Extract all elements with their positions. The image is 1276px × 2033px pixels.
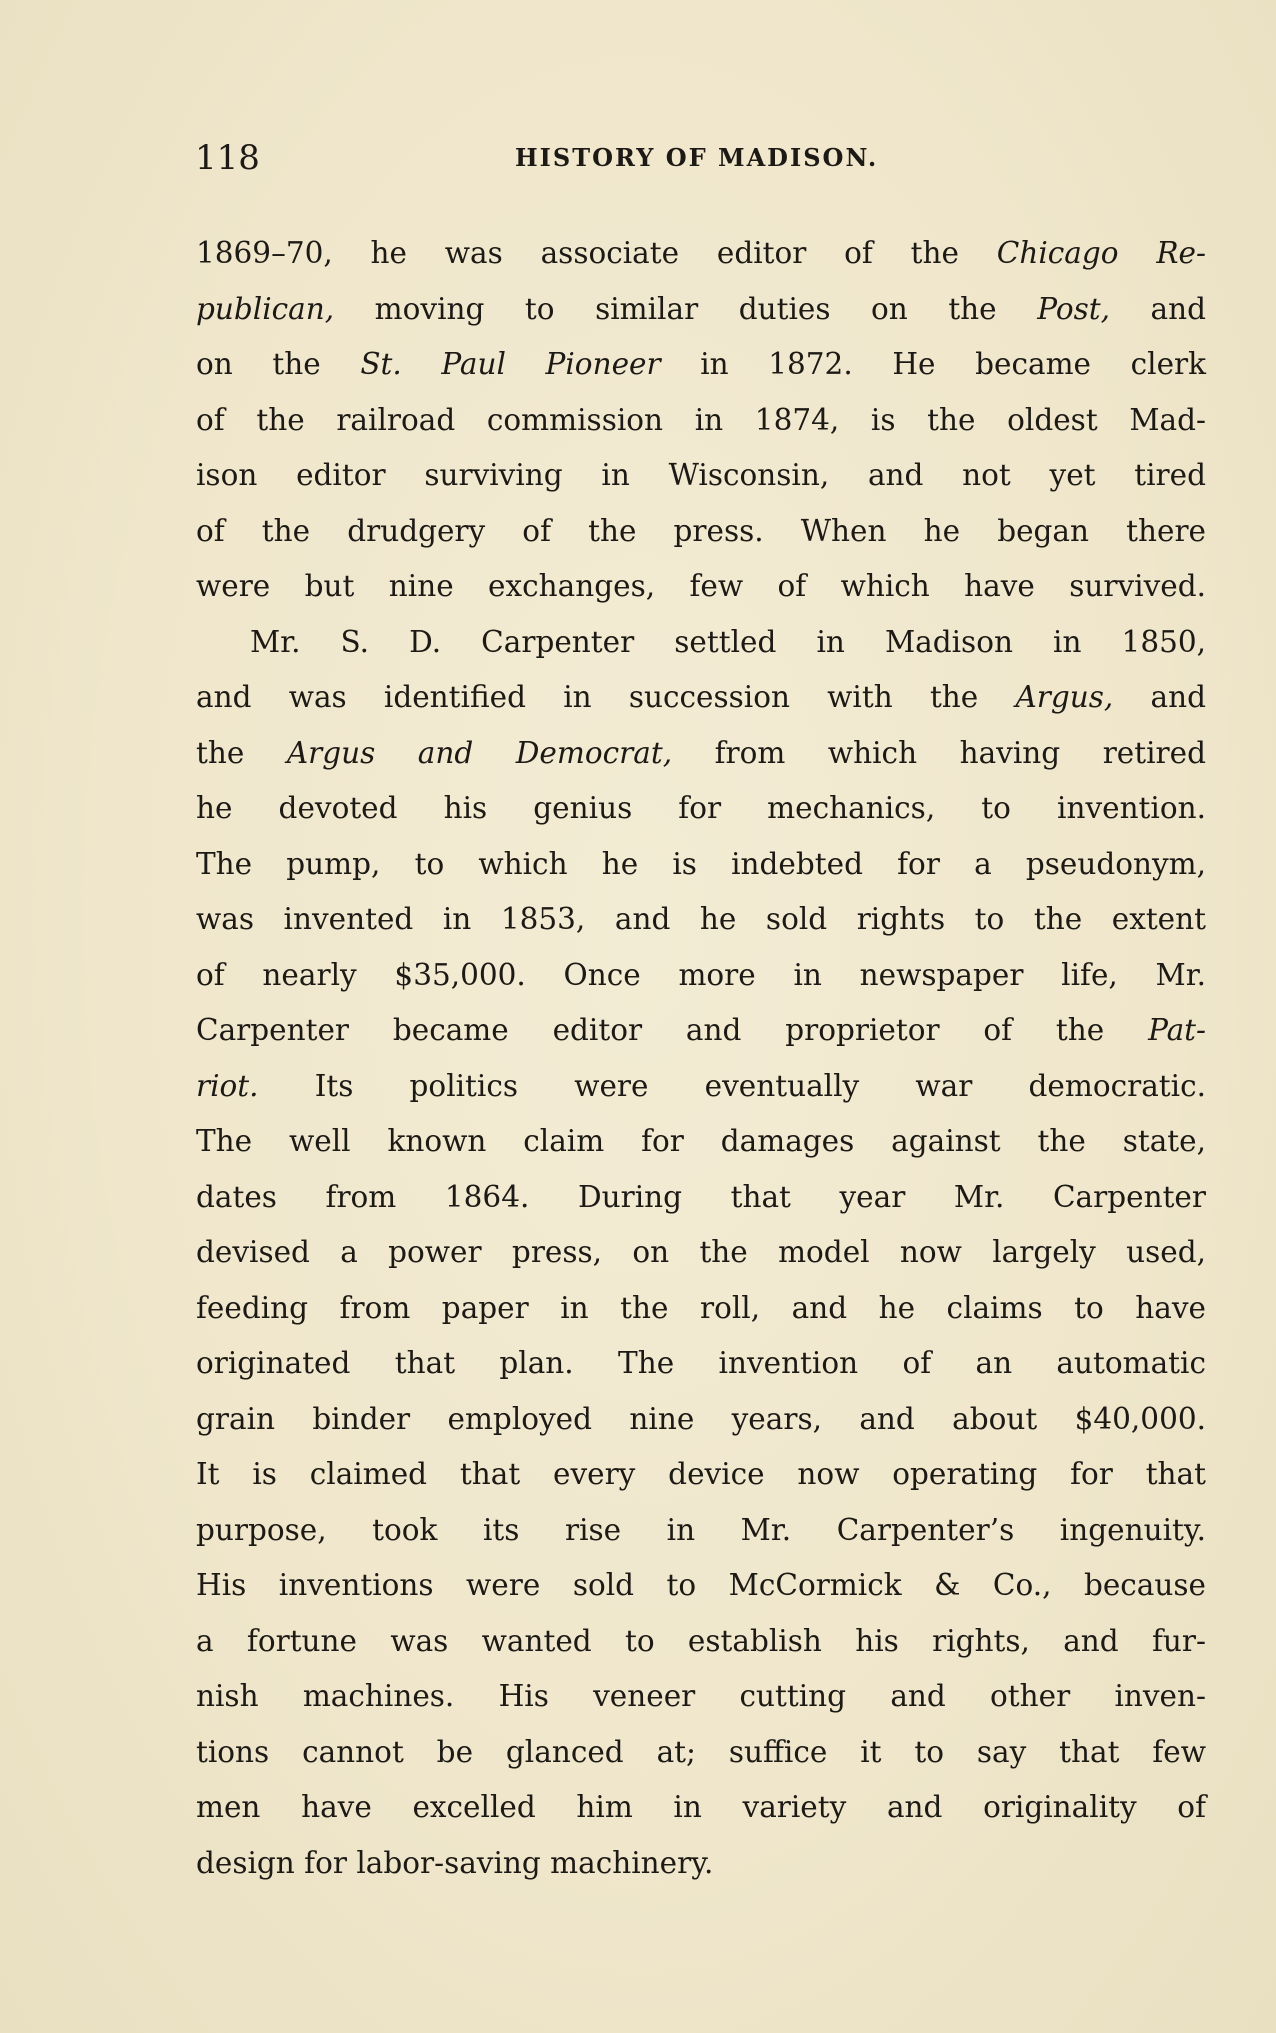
text-segment: feeding from paper in the roll, and he claims to have [196, 1290, 1206, 1325]
text-segment: dates from 1864. During that year Mr. Carpenter [196, 1179, 1206, 1214]
text-line [196, 1114, 1206, 1170]
text-segment: on the [196, 347, 361, 381]
text-line [196, 1725, 1206, 1781]
text-segment: ison editor surviving in Wisconsin, and not yet tired [196, 458, 1206, 492]
page-header [195, 128, 1205, 188]
text-segment: The pump, to which he is indebted for a pseudonym, [196, 846, 1206, 881]
text-line [196, 1225, 1206, 1281]
italic-text: riot. [196, 1068, 259, 1103]
text-segment: His inventions were sold to McCormick & Co., because [196, 1568, 1206, 1602]
text-line [196, 615, 1206, 671]
text-line [196, 1558, 1206, 1614]
text-segment: in 1872. He became clerk [660, 347, 1207, 381]
text-line [196, 282, 1206, 338]
text-segment: and [1109, 291, 1206, 326]
text-line [196, 1170, 1206, 1226]
italic-text: St. Paul Pioneer [360, 347, 661, 381]
text-line [196, 1836, 1206, 1892]
text-segment: tions cannot be glanced at; suffice it to say that few [196, 1734, 1206, 1769]
text-segment: devised a power press, on the model now largely used, [196, 1235, 1206, 1269]
text-segment: The well known claim for damages against the state, [196, 1124, 1206, 1158]
text-segment: men have excelled him in variety and originality of [196, 1790, 1206, 1824]
text-segment: the [196, 735, 287, 770]
text-segment: 1869–70, he was associate editor of the [196, 236, 997, 270]
text-segment: moving to similar duties on the [334, 291, 1038, 326]
text-line [196, 948, 1206, 1004]
text-line [196, 226, 1206, 282]
text-line [196, 448, 1206, 504]
text-segment: of the drudgery of the press. When he began there [196, 513, 1206, 548]
text-line [196, 1336, 1206, 1392]
italic-text: publican, [196, 291, 335, 326]
text-line [196, 1059, 1206, 1115]
text-line [196, 1669, 1206, 1725]
text-line [196, 837, 1206, 893]
text-segment: Carpenter became editor and proprietor of the [196, 1013, 1149, 1047]
italic-text: Argus and Democrat, [286, 735, 673, 770]
text-segment: and was identified in succession with the [196, 680, 1016, 714]
text-line [196, 726, 1206, 782]
text-segment: purpose, took its rise in Mr. Carpenter’s ingenuity. [196, 1512, 1206, 1547]
text-segment: Mr. S. D. Carpenter settled in Madison in 1850, [250, 624, 1206, 659]
text-line [196, 559, 1206, 615]
text-line [196, 781, 1206, 837]
body-text [196, 226, 1206, 1891]
text-segment: originated that plan. The invention of an automatic [196, 1346, 1206, 1380]
page-number: 118 [195, 138, 260, 178]
text-line [196, 1447, 1206, 1503]
text-segment: were but nine exchanges, few of which have survived. [196, 569, 1206, 603]
text-line [196, 1503, 1206, 1559]
text-segment: design for labor-saving machinery. [196, 1845, 714, 1880]
italic-text: Pat- [1148, 1013, 1206, 1047]
text-segment: It is claimed that every device now operating for that [196, 1457, 1206, 1491]
text-segment: a fortune was wanted to establish his rights, and fur- [196, 1623, 1206, 1658]
text-segment: Its politics were eventually war democratic. [258, 1068, 1206, 1103]
text-line [196, 337, 1206, 393]
text-line [196, 1392, 1206, 1448]
running-title: HISTORY OF MADISON. [515, 143, 879, 172]
text-line [196, 670, 1206, 726]
italic-text: Argus, [1015, 680, 1114, 714]
text-line [196, 1780, 1206, 1836]
text-line [196, 504, 1206, 560]
text-segment: of nearly $35,000. Once more in newspaper life, Mr. [196, 957, 1206, 992]
text-segment: from which having retired [672, 735, 1206, 770]
text-segment: grain binder employed nine years, and about $40,000. [196, 1401, 1206, 1436]
text-line [196, 1281, 1206, 1337]
text-line [196, 892, 1206, 948]
text-segment: of the railroad commission in 1874, is the oldest Mad- [196, 402, 1206, 437]
italic-text: Chicago Re- [996, 236, 1206, 270]
text-segment: and [1113, 680, 1206, 714]
text-line [196, 1003, 1206, 1059]
text-segment: he devoted his genius for mechanics, to invention. [196, 791, 1206, 825]
text-line [196, 1614, 1206, 1670]
text-line [196, 393, 1206, 449]
text-segment: nish machines. His veneer cutting and other inven- [196, 1679, 1206, 1713]
text-segment: was invented in 1853, and he sold rights to the extent [196, 902, 1206, 936]
italic-text: Post, [1037, 291, 1110, 326]
